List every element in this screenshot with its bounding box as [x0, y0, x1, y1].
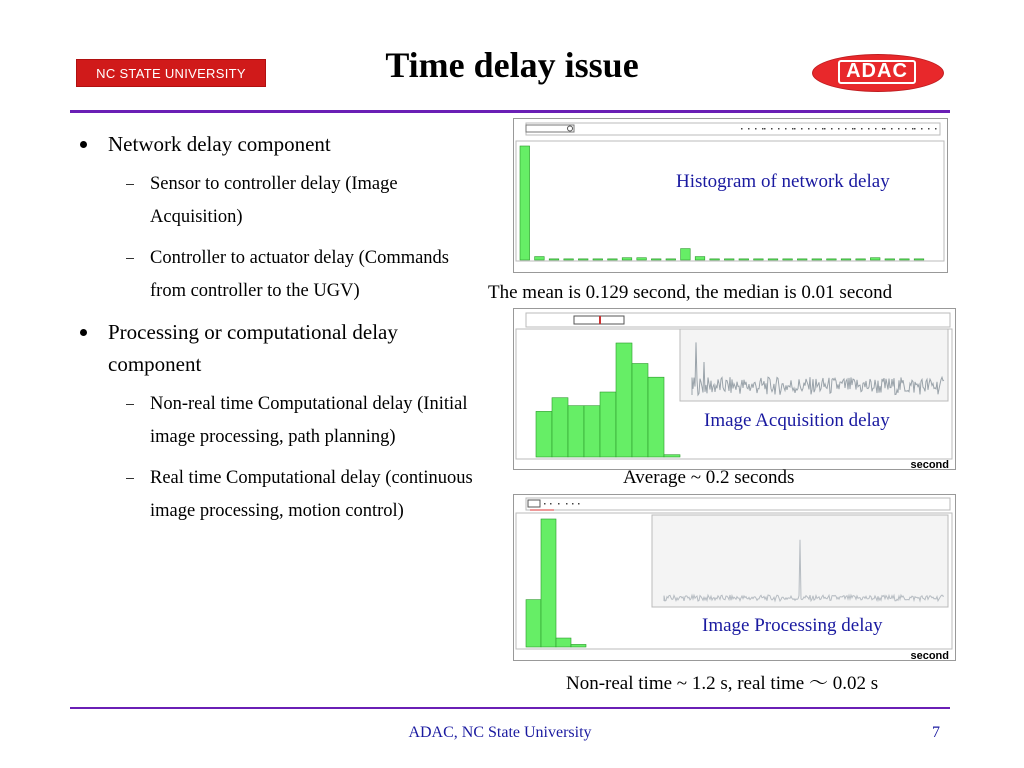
sub-bullet-actuator-delay: Controller to actuator delay (Commands from controller to the UGV): [80, 242, 480, 308]
network-delay-histogram: [514, 119, 947, 272]
histogram-bar: [552, 398, 568, 457]
outlier-mark: [741, 128, 743, 130]
sub-bullet-dash: [126, 184, 134, 185]
histogram-bar: [578, 259, 588, 260]
nc-state-logo: [76, 59, 266, 87]
nc-state-logo-text: NC STATE UNIVERSITY: [96, 65, 246, 81]
histogram-bar: [827, 259, 837, 260]
outlier-mark: [861, 128, 863, 130]
histogram-bar: [870, 258, 880, 260]
outlier-mark: [891, 128, 893, 130]
acquisition-delay-panel: [513, 308, 956, 470]
outlier-mark: [854, 128, 856, 130]
histogram-bar: [564, 259, 574, 260]
outlier-mark: [815, 128, 817, 130]
bullet-processing-delay: Processing or computational delay component: [80, 316, 480, 380]
histogram-bar: [783, 259, 793, 260]
outlier-mark: [921, 128, 923, 130]
outlier-mark: [762, 128, 764, 130]
outlier-mark: [572, 503, 574, 505]
outlier-mark: [824, 128, 826, 130]
slide-title: Time delay issue: [385, 45, 639, 85]
histogram-bar: [520, 146, 530, 260]
histogram-bar: [571, 644, 586, 647]
histogram-bar: [651, 259, 661, 260]
outlier-mark: [905, 128, 907, 130]
acquisition-delay-caption: Image Acquisition delay: [704, 410, 890, 431]
histogram-bar: [556, 638, 571, 647]
histogram-bar: [797, 259, 807, 260]
outlier-mark: [755, 128, 757, 130]
bullet-dot: [80, 141, 87, 148]
histogram-bar: [900, 259, 910, 260]
outlier-mark: [808, 128, 810, 130]
outlier-mark: [801, 128, 803, 130]
outlier-mark: [822, 128, 824, 130]
histogram-bar: [535, 257, 545, 260]
sub-bullet-nonrealtime-delay: Non-real time Computational delay (Initial image processing, path planning): [80, 388, 480, 454]
histogram-bar: [841, 259, 851, 260]
histogram-bar: [600, 392, 616, 457]
histogram-bar: [812, 259, 822, 260]
histogram-bar: [549, 259, 559, 260]
histogram-bar: [681, 249, 691, 260]
page-number: 7: [932, 724, 940, 741]
histogram-bar: [724, 259, 734, 260]
outlier-mark: [914, 128, 916, 130]
outlier-mark: [550, 503, 552, 505]
histogram-bar: [622, 258, 632, 260]
outlier-mark: [884, 128, 886, 130]
bullet-dot: [80, 329, 87, 336]
histogram-bar: [914, 259, 924, 260]
histogram-bar: [856, 259, 866, 260]
outlier-mark: [868, 128, 870, 130]
sub-bullet-dash: [126, 478, 134, 479]
outlier-mark: [794, 128, 796, 130]
acquisition-delay-histogram: [514, 309, 955, 469]
outlier-mark: [764, 128, 766, 130]
outlier-mark: [898, 128, 900, 130]
outlier-mark: [748, 128, 750, 130]
outlier-mark: [558, 503, 560, 505]
outlier-mark: [771, 128, 773, 130]
histogram-bar: [754, 259, 764, 260]
histogram-bar: [664, 455, 680, 457]
network-delay-note: The mean is 0.129 second, the median is 0.01 second: [488, 282, 893, 303]
bullet-list: [80, 128, 480, 536]
outlier-mark: [544, 503, 546, 505]
sub-bullet-realtime-delay: Real time Computational delay (continuous image processing, motion control): [80, 462, 480, 528]
outlier-mark: [852, 128, 854, 130]
adac-logo-text: ADAC: [846, 60, 908, 82]
histogram-bar: [593, 259, 603, 260]
outlier-mark: [935, 128, 937, 130]
histogram-bar: [637, 258, 647, 260]
histogram-bar: [768, 259, 778, 260]
sub-bullet-dash: [126, 258, 134, 259]
sub-bullet-dash: [126, 404, 134, 405]
histogram-bar: [541, 519, 556, 647]
histogram-bar: [648, 377, 664, 457]
processing-delay-note: Non-real time ~ 1.2 s, real time ～ 0.02 s: [566, 673, 879, 694]
histogram-bar: [568, 406, 584, 457]
histogram-bar: [608, 259, 618, 260]
outlier-mark: [875, 128, 877, 130]
histogram-bar: [739, 259, 749, 260]
histogram-bar: [536, 411, 552, 457]
outlier-mark: [566, 503, 568, 505]
outlier-mark: [792, 128, 794, 130]
outlier-mark: [838, 128, 840, 130]
histogram-bar: [666, 259, 676, 260]
adac-logo: [812, 54, 944, 92]
footer-divider: [70, 707, 950, 709]
sub-bullet-sensor-delay: Sensor to controller delay (Image Acquisition): [80, 168, 480, 234]
header-divider: [70, 110, 950, 113]
outlier-mark: [831, 128, 833, 130]
outlier-mark: [785, 128, 787, 130]
outlier-mark: [778, 128, 780, 130]
outlier-mark: [928, 128, 930, 130]
histogram-bar: [526, 600, 541, 647]
outlier-mark: [845, 128, 847, 130]
outlier-mark: [578, 503, 580, 505]
acquisition-axis-unit: second: [910, 459, 949, 471]
outlier-mark: [882, 128, 884, 130]
network-delay-caption: Histogram of network delay: [676, 171, 890, 192]
footer-text: ADAC, NC State University: [408, 724, 592, 741]
network-delay-histogram-panel: [513, 118, 948, 273]
histogram-bar: [584, 406, 600, 457]
histogram-bar: [710, 259, 720, 260]
histogram-bar: [632, 364, 648, 457]
outlier-mark: [912, 128, 914, 130]
histogram-bar: [616, 343, 632, 457]
acquisition-delay-note: Average ~ 0.2 seconds: [623, 467, 795, 488]
processing-axis-unit: second: [910, 650, 949, 662]
histogram-bar: [695, 257, 705, 260]
histogram-bar: [885, 259, 895, 260]
processing-delay-caption: Image Processing delay: [702, 615, 883, 636]
bullet-network-delay: Network delay component: [80, 128, 480, 160]
